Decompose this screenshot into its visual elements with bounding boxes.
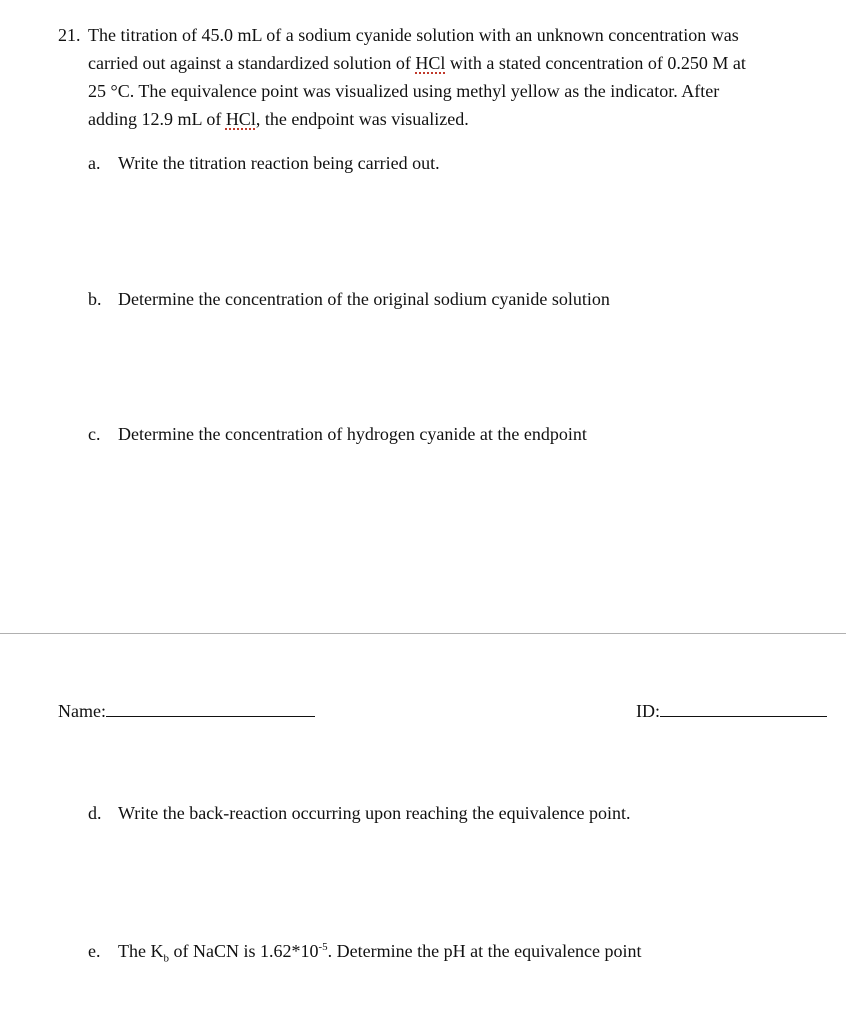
id-blank[interactable] [660,698,827,717]
part-c [88,422,587,446]
stem-line-2 [58,49,828,77]
part-text: Write the titration reaction being carried out. [118,153,440,173]
part-a [88,151,440,175]
part-text-after: . Determine the pH at the equivalence point [327,941,642,961]
part-letter: c. [88,424,101,444]
stem-text-3: 25 °C. The equivalence point was visualized using methyl yellow as the indicator. After [88,81,720,101]
part-text: Write the back-reaction occurring upon reaching the equivalence point. [118,803,631,823]
exponent-superscript: -5 [318,941,328,953]
page-divider [0,633,846,634]
id-field [636,698,827,723]
part-e [88,935,642,971]
stem-text-1: The titration of 45.0 mL of a sodium cyanide solution with an unknown concentration was [88,25,739,45]
name-label: Name: [58,701,106,721]
stem-text-4b: , the endpoint was visualized. [255,109,469,129]
part-text-before: The K [118,941,164,961]
part-text: Determine the concentration of the original sodium cyanide solution [118,289,610,309]
spellcheck-hcl-2: HCl [225,109,256,129]
question-stem [58,21,828,133]
stem-line-1 [58,21,828,49]
part-text-middle: of NaCN is 1.62*10 [168,941,319,961]
name-blank[interactable] [106,698,315,717]
part-b [88,287,610,311]
part-letter: b. [88,289,102,309]
id-label: ID: [636,701,660,721]
stem-line-3 [58,77,828,105]
name-field [58,698,315,723]
part-letter: a. [88,153,101,173]
part-letter: e. [88,941,101,961]
stem-text-2b: with a stated concentration of 0.250 M at [445,53,746,73]
stem-text-4a: adding 12.9 mL of [88,109,226,129]
stem-line-4 [58,105,828,133]
spellcheck-hcl: HCl [415,53,446,73]
part-d [88,801,631,825]
part-letter: d. [88,803,102,823]
kb-subscript: b [163,952,169,965]
stem-text-2a: carried out against a standardized solution of [88,53,416,73]
question-number: 21. [58,25,81,45]
part-text: Determine the concentration of hydrogen cyanide at the endpoint [118,424,587,444]
